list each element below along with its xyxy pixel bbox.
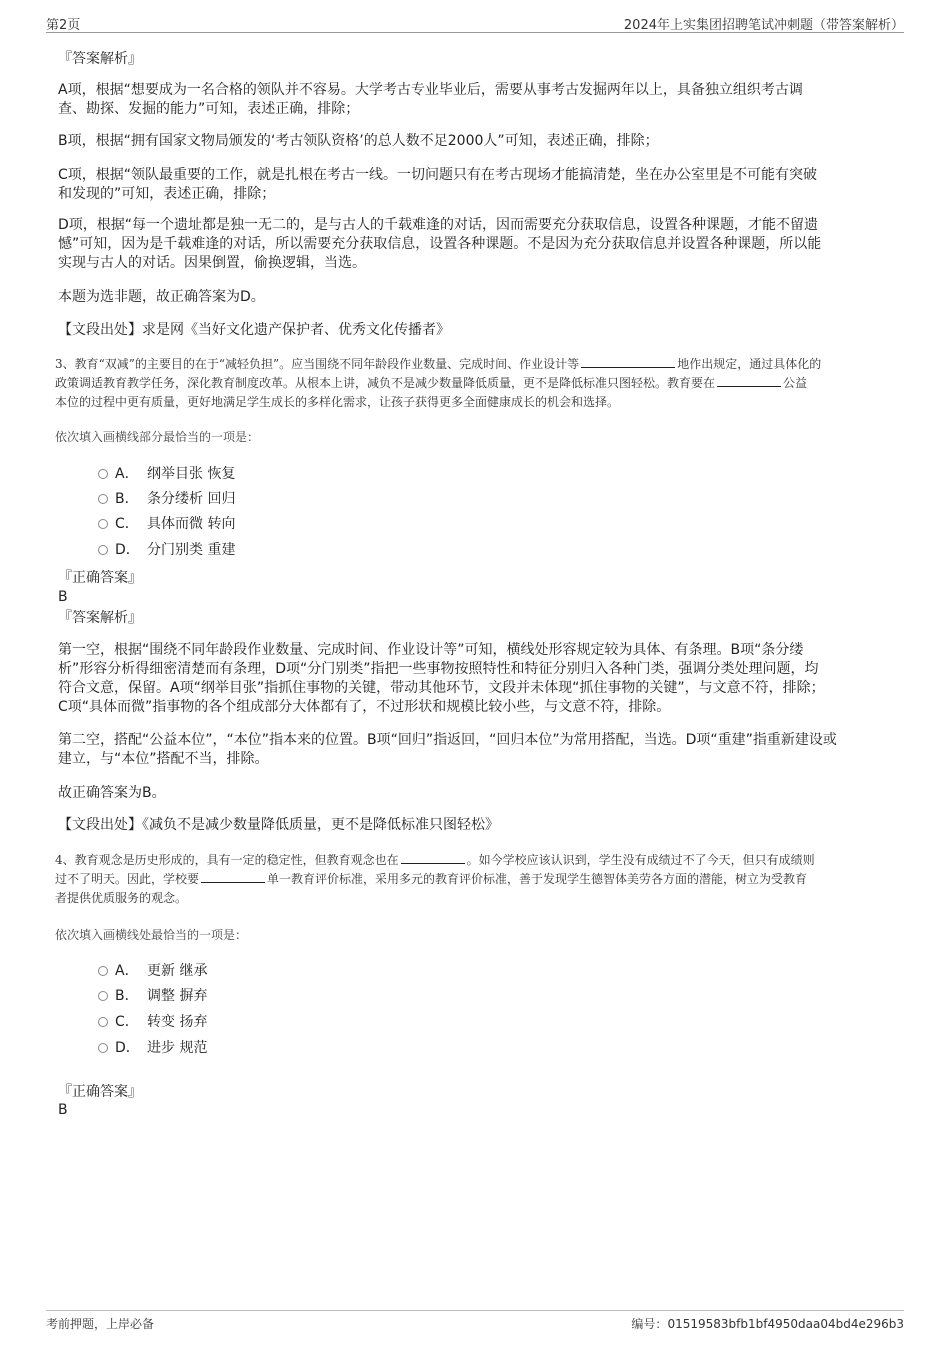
q4-blank-2 [201,870,265,883]
q3-stem [55,355,905,412]
q3-answer-label: 『正确答案』 [58,570,142,586]
q3-stem-line1: 3、教育“双减”的主要目的在于“减轻负担”。应当围绕不同年龄段作业数量、完成时间、作业设计等 地作出规定，通过具体化的 [55,357,822,371]
q3-p1-line4: C项“具体而微”指事物的各个组成部分大体都有了，不过形状和规模比较小些，与文意不符，排除。 [58,699,671,715]
q3-analysis-p1 [58,641,825,717]
q3-conclusion: 故正确答案为B。 [58,785,166,801]
q2-d-line3: 实现与古人的对话。因果倒置，偷换逻辑，当选。 [58,255,366,271]
q4-stem-line3: 者提供优质服务的观念。 [55,891,188,905]
q3-analysis-label: 『答案解析』 [58,610,142,626]
q3-option-c[interactable]: C． 具体而微 转向 [98,515,235,533]
q2-analysis-a [58,81,803,119]
q4-option-b[interactable]: B． 调整 摒弃 [98,987,207,1005]
page-header [46,14,904,33]
q3-blank-1 [581,355,675,368]
footer-code: 编号：01519583bfb1bf4950daa04bd4e296b3 [631,1317,904,1331]
q3-prompt: 依次填入画横线部分最恰当的一项是： [55,430,260,444]
q2-d-line1: D项，根据“每一个遗址都是独一无二的，是与古人的千载难逢的对话，因而需要充分获取信息，设置各种课题，才能不留遗 [58,217,819,233]
q3-p1-line2: 析”形容分析得细密清楚而有条理，D项“分门别类”指把一些事物按照特性和特征分别归入各种门类，强调分类处理问题，均 [58,661,819,677]
q4-answer: B [58,1102,68,1118]
q4-stem-line2: 过不了明天。因此，学校要 单一教育评价标准，采用多元的教育评价标准，善于发现学生德智体美劳各方面的潜能，树立为受教育 [55,872,808,886]
q2-analysis-d [58,216,821,273]
q3-stem-line3: 本位的过程中更有质量，更好地满足学生成长的多样化需求，让孩子获得更多全面健康成长的机会和选择。 [55,395,620,409]
q3-p2-line2: 建立，与“本位”搭配不当，排除。 [58,751,269,767]
q3-blank-2 [717,374,781,387]
q3-answer: B [58,589,68,605]
q4-option-a[interactable]: A． 更新 继承 [98,962,207,980]
q2-a-line1: A项，根据“想要成为一名合格的领队并不容易。大学考古专业毕业后，需要从事考古发掘两年以上，具备独立组织考古调 [58,82,803,98]
q2-conclusion: 本题为选非题，故正确答案为D。 [58,289,265,305]
q4-option-d[interactable]: D． 进步 规范 [98,1039,207,1057]
radio-icon[interactable] [98,494,108,504]
radio-icon[interactable] [98,1017,108,1027]
q3-p1-line3: 符合文意，保留。A项“纲举目张”指抓住事物的关键，带动其他环节，文段并未体现“抓住事物的关键”，与文意不符，排除； [58,680,825,696]
q4-stem-line1: 4、教育观念是历史形成的，具有一定的稳定性，但教育观念也在 。如今学校应该认识到，学生没有成绩过不了今天，但只有成绩则 [55,853,815,867]
radio-icon[interactable] [98,545,108,555]
radio-icon[interactable] [98,1043,108,1053]
q3-option-b[interactable]: B． 条分缕析 回归 [98,490,235,508]
page-footer [46,1310,904,1337]
page-number: 第2页 [46,18,81,33]
q3-source: 【文段出处】《减负不是减少数量降低质量，更不是降低标准只图轻松》 [58,817,499,833]
q3-option-a[interactable]: A． 纲举目张 恢复 [98,465,235,483]
q4-prompt: 依次填入画横线处最恰当的一项是： [55,928,248,942]
q2-source: 【文段出处】求是网《当好文化遗产保护者、优秀文化传播者》 [58,322,450,338]
q4-option-c[interactable]: C． 转变 扬弃 [98,1013,207,1031]
q2-d-line2: 憾”可知，因为是千载难逢的对话，所以需要充分获取信息，设置各种课题。不是因为充分获取信息并设置各种课题，所以能 [58,236,822,252]
document-title: 2024年上实集团招聘笔试冲刺题（带答案解析） [623,18,904,33]
footer-slogan: 考前押题，上岸必备 [46,1317,155,1331]
q3-p2-line1: 第二空，搭配“公益本位”，“本位”指本来的位置。B项“回归”指返回，“回归本位”为常用搭配，当选。D项“重建”指重新建设或 [58,732,837,748]
q2-analysis-b: B项，根据“拥有国家文物局颁发的‘考古领队资格’的总人数不足2000人”可知，表述正确，排除； [58,133,659,149]
q2-c-line2: 和发现的”可知，表述正确，排除； [58,186,276,202]
q2-a-line2: 查、勘探、发掘的能力”可知，表述正确，排除； [58,101,360,117]
q2-analysis-label: 『答案解析』 [58,51,142,67]
q3-option-d[interactable]: D． 分门别类 重建 [98,541,235,559]
q4-answer-label: 『正确答案』 [58,1084,142,1100]
q3-p1-line1: 第一空，根据“围绕不同年龄段作业数量、完成时间、作业设计等”可知，横线处形容规定较为具体、有条理。B项“条分缕 [58,642,804,658]
radio-icon[interactable] [98,966,108,976]
q3-stem-line2: 政策调适教育教学任务，深化教育制度改革。从根本上讲，减负不是减少数量降低质量，更不是降低标准只图轻松。教育要在 公益 [55,376,808,390]
radio-icon[interactable] [98,991,108,1001]
q2-c-line1: C项，根据“领队最重要的工作，就是扎根在考古一线。一切问题只有在考古现场才能搞清楚，坐在办公室里是不可能有突破 [58,167,818,183]
radio-icon[interactable] [98,469,108,479]
radio-icon[interactable] [98,519,108,529]
q4-stem [55,851,905,908]
q4-blank-1 [401,851,465,864]
q2-analysis-c [58,166,817,204]
q3-analysis-p2 [58,731,837,769]
